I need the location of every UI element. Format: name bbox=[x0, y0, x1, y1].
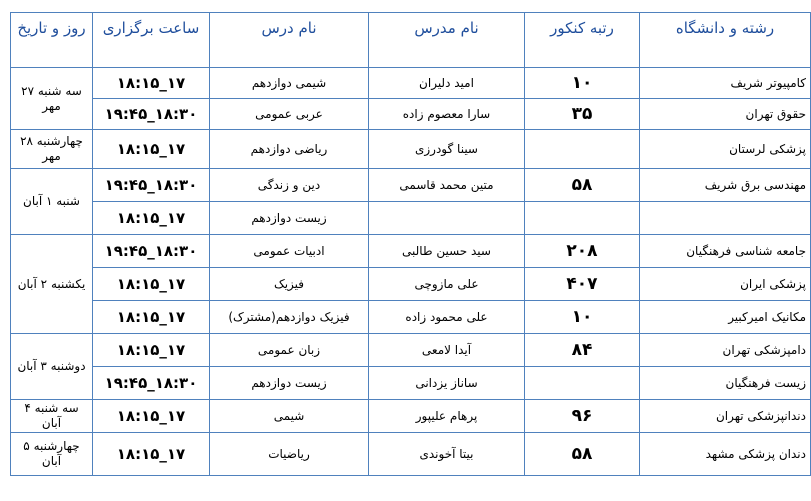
course-cell-text: فیزیک bbox=[273, 277, 305, 291]
header-university: رشته و دانشگاه bbox=[640, 13, 811, 68]
table-row bbox=[11, 433, 811, 476]
table-row bbox=[11, 367, 811, 400]
teacher-cell-text: سید حسین طالبی bbox=[402, 244, 491, 258]
teacher-cell-text: متین محمد قاسمی bbox=[399, 178, 494, 192]
university-cell-text: دامپزشکی تهران bbox=[722, 343, 806, 357]
teacher-cell-text: امید دلیران bbox=[419, 76, 474, 90]
teacher-cell bbox=[369, 235, 525, 268]
day-date-cell: چهارشنبه ۲۸ مهر bbox=[11, 130, 93, 169]
header-day: روز و تاریخ bbox=[11, 13, 93, 68]
course-cell bbox=[210, 268, 369, 301]
teacher-cell bbox=[369, 99, 525, 130]
rank-cell bbox=[525, 130, 640, 169]
rank-cell-text: ۵۸ bbox=[571, 444, 593, 464]
teacher-cell bbox=[369, 400, 525, 433]
course-cell-text: ریاضیات bbox=[268, 447, 310, 461]
time-cell-text: ۱۸:۱۵_۱۷ bbox=[116, 445, 186, 463]
university-cell-text: دندان پزشکی مشهد bbox=[705, 447, 806, 461]
time-cell bbox=[93, 99, 210, 130]
course-cell-text: ریاضی دوازدهم bbox=[250, 142, 328, 156]
teacher-cell-text: بیتا آخوندی bbox=[419, 447, 474, 461]
course-cell-text: شیمی bbox=[273, 409, 305, 423]
time-cell bbox=[93, 202, 210, 235]
course-cell bbox=[210, 334, 369, 367]
rank-cell-text: ۲۰۸ bbox=[566, 241, 598, 261]
teacher-cell-text: سینا گودرزی bbox=[414, 142, 478, 156]
time-cell-text: ۱۸:۱۵_۱۷ bbox=[116, 140, 186, 158]
time-cell bbox=[93, 235, 210, 268]
university-cell-text: کامپیوتر شریف bbox=[730, 76, 806, 90]
schedule-container bbox=[10, 12, 806, 476]
rank-cell-text: ۹۶ bbox=[571, 406, 593, 426]
course-cell bbox=[210, 400, 369, 433]
course-cell-text: زیست دوازدهم bbox=[251, 376, 327, 390]
day-date-cell: شنبه ۱ آبان bbox=[11, 169, 93, 235]
rank-cell bbox=[525, 268, 640, 301]
time-cell-text: ۱۸:۱۵_۱۷ bbox=[116, 308, 186, 326]
time-cell bbox=[93, 169, 210, 202]
header-row bbox=[11, 13, 811, 68]
rank-cell-text: ۵۸ bbox=[571, 175, 593, 195]
course-cell bbox=[210, 130, 369, 169]
teacher-cell bbox=[369, 202, 525, 235]
rank-cell bbox=[525, 68, 640, 99]
rank-cell bbox=[525, 99, 640, 130]
teacher-cell-text: علی محمود زاده bbox=[405, 310, 488, 324]
class-schedule-table bbox=[10, 12, 811, 476]
teacher-cell bbox=[369, 301, 525, 334]
university-cell bbox=[640, 99, 811, 130]
teacher-cell bbox=[369, 68, 525, 99]
university-cell-text: جامعه شناسی فرهنگیان bbox=[686, 244, 806, 258]
rank-cell bbox=[525, 202, 640, 235]
time-cell bbox=[93, 367, 210, 400]
time-cell bbox=[93, 301, 210, 334]
table-row bbox=[11, 334, 811, 367]
university-cell-text: دندانپزشکی تهران bbox=[715, 409, 806, 423]
university-cell bbox=[640, 301, 811, 334]
rank-cell bbox=[525, 433, 640, 476]
teacher-cell-text: آیدا لامعی bbox=[421, 343, 472, 357]
course-cell-text: فیزیک دوازدهم(مشترک) bbox=[228, 310, 350, 324]
university-cell-text: پزشکی لرستان bbox=[729, 142, 806, 156]
teacher-cell bbox=[369, 268, 525, 301]
course-cell bbox=[210, 68, 369, 99]
teacher-cell-text: پرهام علیپور bbox=[415, 409, 478, 423]
time-cell bbox=[93, 68, 210, 99]
university-cell bbox=[640, 334, 811, 367]
course-cell-text: دین و زندگی bbox=[257, 178, 321, 192]
time-cell-text: ۱۸:۱۵_۱۷ bbox=[116, 341, 186, 359]
university-cell bbox=[640, 235, 811, 268]
time-cell bbox=[93, 334, 210, 367]
time-cell-text: ۱۹:۴۵_۱۸:۳۰ bbox=[104, 105, 198, 123]
header-rank: رتبه کنکور bbox=[525, 13, 640, 68]
university-cell bbox=[640, 130, 811, 169]
time-cell bbox=[93, 268, 210, 301]
table-row bbox=[11, 235, 811, 268]
university-cell bbox=[640, 68, 811, 99]
university-cell-text: پزشکی ایران bbox=[740, 277, 806, 291]
university-cell bbox=[640, 367, 811, 400]
course-cell bbox=[210, 367, 369, 400]
time-cell-text: ۱۸:۱۵_۱۷ bbox=[116, 74, 186, 92]
time-cell-text: ۱۸:۱۵_۱۷ bbox=[116, 407, 186, 425]
rank-cell-text: ۳۵ bbox=[571, 104, 593, 124]
rank-cell-text: ۸۴ bbox=[571, 340, 593, 360]
teacher-cell bbox=[369, 367, 525, 400]
course-cell-text: زیست دوازدهم bbox=[251, 211, 327, 225]
rank-cell bbox=[525, 301, 640, 334]
rank-cell bbox=[525, 400, 640, 433]
rank-cell bbox=[525, 334, 640, 367]
teacher-cell bbox=[369, 334, 525, 367]
table-row bbox=[11, 202, 811, 235]
course-cell bbox=[210, 169, 369, 202]
course-cell bbox=[210, 99, 369, 130]
university-cell bbox=[640, 169, 811, 202]
day-date-cell: یکشنبه ۲ آبان bbox=[11, 235, 93, 334]
table-row bbox=[11, 400, 811, 433]
rank-cell-text: ۱۰ bbox=[571, 73, 593, 93]
university-cell-text: حقوق تهران bbox=[745, 107, 806, 121]
time-cell-text: ۱۹:۴۵_۱۸:۳۰ bbox=[104, 242, 198, 260]
day-date-cell: سه شنبه ۴ آبان bbox=[11, 400, 93, 433]
table-row bbox=[11, 99, 811, 130]
table-row bbox=[11, 301, 811, 334]
table-row bbox=[11, 68, 811, 99]
rank-cell-text: ۴۰۷ bbox=[566, 274, 598, 294]
teacher-cell bbox=[369, 169, 525, 202]
course-cell-text: عربی عمومی bbox=[255, 107, 323, 121]
schedule-body bbox=[11, 68, 811, 476]
header-time: ساعت برگزاری bbox=[93, 13, 210, 68]
time-cell bbox=[93, 130, 210, 169]
course-cell-text: ادبیات عمومی bbox=[253, 244, 325, 258]
time-cell bbox=[93, 400, 210, 433]
time-cell-text: ۱۹:۴۵_۱۸:۳۰ bbox=[104, 374, 198, 392]
teacher-cell-text: علی مازوچی bbox=[414, 277, 479, 291]
header-teacher: نام مدرس bbox=[369, 13, 525, 68]
time-cell-text: ۱۸:۱۵_۱۷ bbox=[116, 209, 186, 227]
day-date-cell: چهارشنبه ۵ آبان bbox=[11, 433, 93, 476]
university-cell-text: مکانیک امیرکبیر bbox=[728, 310, 806, 324]
course-cell-text: شیمی دوازدهم bbox=[251, 76, 327, 90]
course-cell bbox=[210, 202, 369, 235]
course-cell-text: زبان عمومی bbox=[257, 343, 321, 357]
course-cell bbox=[210, 301, 369, 334]
table-row bbox=[11, 268, 811, 301]
rank-cell bbox=[525, 235, 640, 268]
university-cell bbox=[640, 268, 811, 301]
header-course: نام درس bbox=[210, 13, 369, 68]
teacher-cell-text: ساناز یزدانی bbox=[415, 376, 478, 390]
course-cell bbox=[210, 235, 369, 268]
time-cell-text: ۱۹:۴۵_۱۸:۳۰ bbox=[104, 176, 198, 194]
university-cell bbox=[640, 433, 811, 476]
rank-cell bbox=[525, 169, 640, 202]
rank-cell bbox=[525, 367, 640, 400]
university-cell-text: زیست فرهنگیان bbox=[725, 376, 806, 390]
table-row bbox=[11, 130, 811, 169]
teacher-cell bbox=[369, 433, 525, 476]
course-cell bbox=[210, 433, 369, 476]
day-date-cell: دوشنبه ۳ آبان bbox=[11, 334, 93, 400]
teacher-cell-text: سارا معصوم زاده bbox=[402, 107, 491, 121]
university-cell-text: مهندسی برق شریف bbox=[704, 178, 806, 192]
university-cell bbox=[640, 400, 811, 433]
rank-cell-text: ۱۰ bbox=[571, 307, 593, 327]
teacher-cell bbox=[369, 130, 525, 169]
time-cell bbox=[93, 433, 210, 476]
table-row bbox=[11, 169, 811, 202]
day-date-cell: سه شنبه ۲۷ مهر bbox=[11, 68, 93, 130]
time-cell-text: ۱۸:۱۵_۱۷ bbox=[116, 275, 186, 293]
university-cell bbox=[640, 202, 811, 235]
